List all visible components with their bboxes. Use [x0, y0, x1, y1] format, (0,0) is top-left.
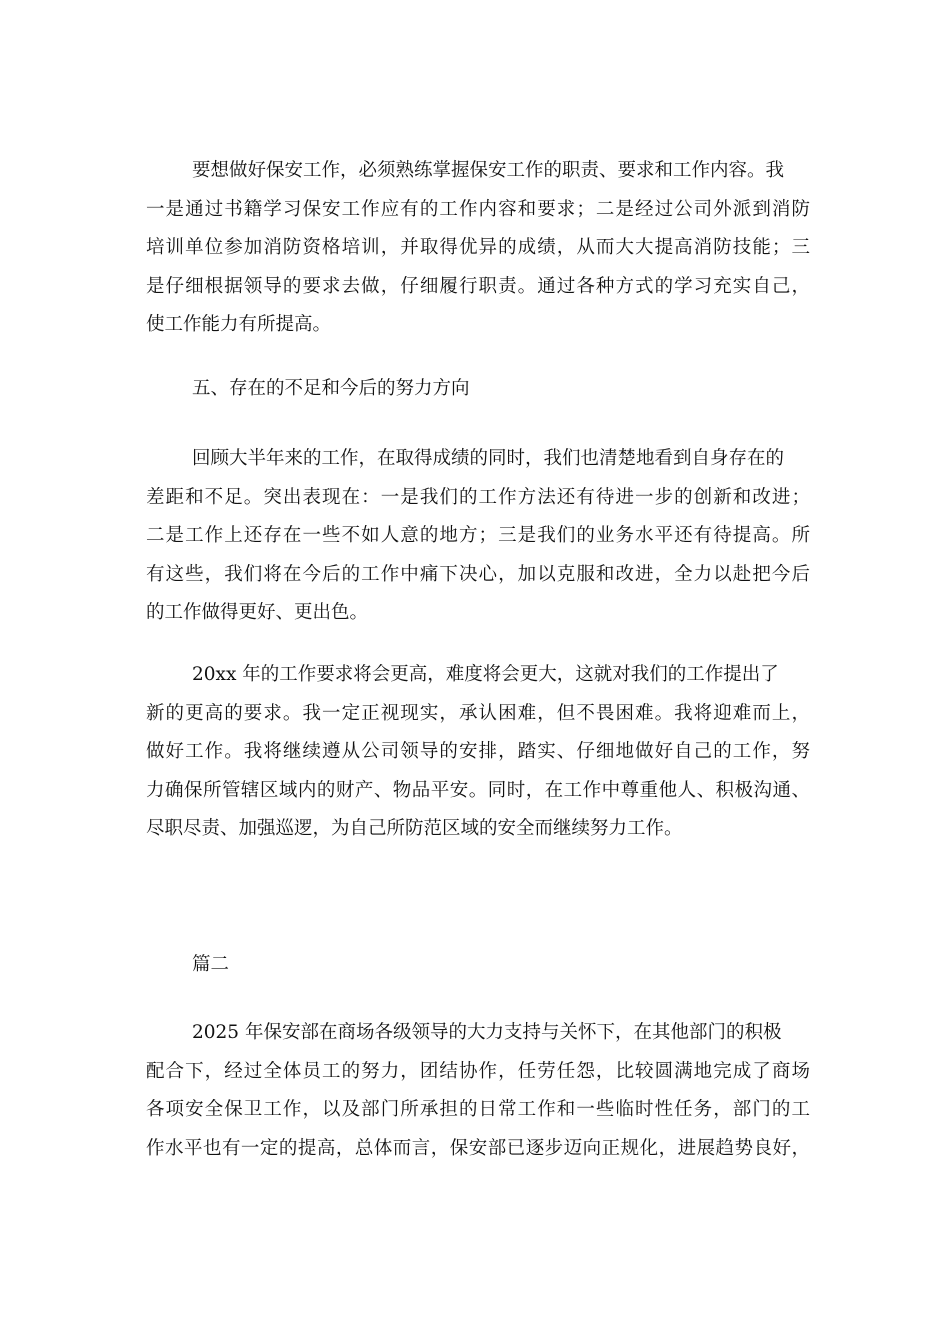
paragraph-line: 回顾大半年来的工作，在取得成绩的同时，我们也清楚地看到自身存在的 — [192, 448, 785, 469]
paragraph-line: 使工作能力有所提高。 — [146, 314, 332, 335]
paragraph-line: 配合下，经过全体员工的努力，团结协作，任劳任怨，比较圆满地完成了商场 — [146, 1060, 810, 1082]
paragraph-annual-summary — [146, 1014, 810, 1168]
paragraph-line: 2025 年保安部在商场各级领导的大力支持与关怀下，在其他部门的积极 — [192, 1022, 782, 1043]
paragraph-line: 培训单位参加消防资格培训，并取得优异的成绩，从而大大提高消防技能；三 — [146, 237, 810, 258]
section-heading: 五、存在的不足和今后的努力方向 — [192, 378, 470, 399]
paragraph-line: 差距和不足。突出表现在：一是我们的工作方法还有待进一步的创新和改进； — [146, 486, 810, 508]
paragraph-security-duties — [146, 152, 810, 345]
paragraph-line: 二是工作上还存在一些不如人意的地方；三是我们的业务水平还有待提高。所 — [146, 525, 810, 546]
paragraph-line: 要想做好保安工作，必须熟练掌握保安工作的职责、要求和工作内容。我 — [192, 160, 785, 181]
paragraph-review — [146, 440, 810, 633]
paragraph-line: 力确保所管辖区域内的财产、物品平安。同时，在工作中尊重他人、积极沟通、 — [146, 779, 810, 801]
heading-shortcomings — [146, 370, 810, 409]
paragraph-line: 的工作做得更好、更出色。 — [146, 602, 369, 623]
paragraph-line: 有这些，我们将在今后的工作中痛下决心，加以克服和改进，全力以赴把今后 — [146, 563, 810, 585]
paragraph-line: 20xx 年的工作要求将会更高，难度将会更大，这就对我们的工作提出了 — [192, 664, 779, 685]
paragraph-line: 一是通过书籍学习保安工作应有的工作内容和要求；二是经过公司外派到消防 — [146, 198, 810, 220]
paragraph-future-requirements — [146, 656, 810, 849]
section-title: 篇二 — [192, 954, 230, 975]
paragraph-line: 各项安全保卫工作，以及部门所承担的日常工作和一些临时性任务，部门的工 — [146, 1099, 810, 1120]
section-title-part-two — [146, 946, 810, 985]
paragraph-line: 是仔细根据领导的要求去做，仔细履行职责。通过各种方式的学习充实自己， — [146, 275, 810, 297]
paragraph-line: 新的更高的要求。我一定正视现实，承认困难，但不畏困难。我将迎难而上， — [146, 702, 810, 724]
paragraph-line: 作水平也有一定的提高，总体而言，保安部已逐步迈向正规化，进展趋势良好， — [146, 1137, 810, 1159]
paragraph-line: 尽职尽责、加强巡逻，为自己所防范区域的安全而继续努力工作。 — [146, 818, 683, 839]
paragraph-line: 做好工作。我将继续遵从公司领导的安排，踏实、仔细地做好自己的工作，努 — [146, 741, 810, 762]
